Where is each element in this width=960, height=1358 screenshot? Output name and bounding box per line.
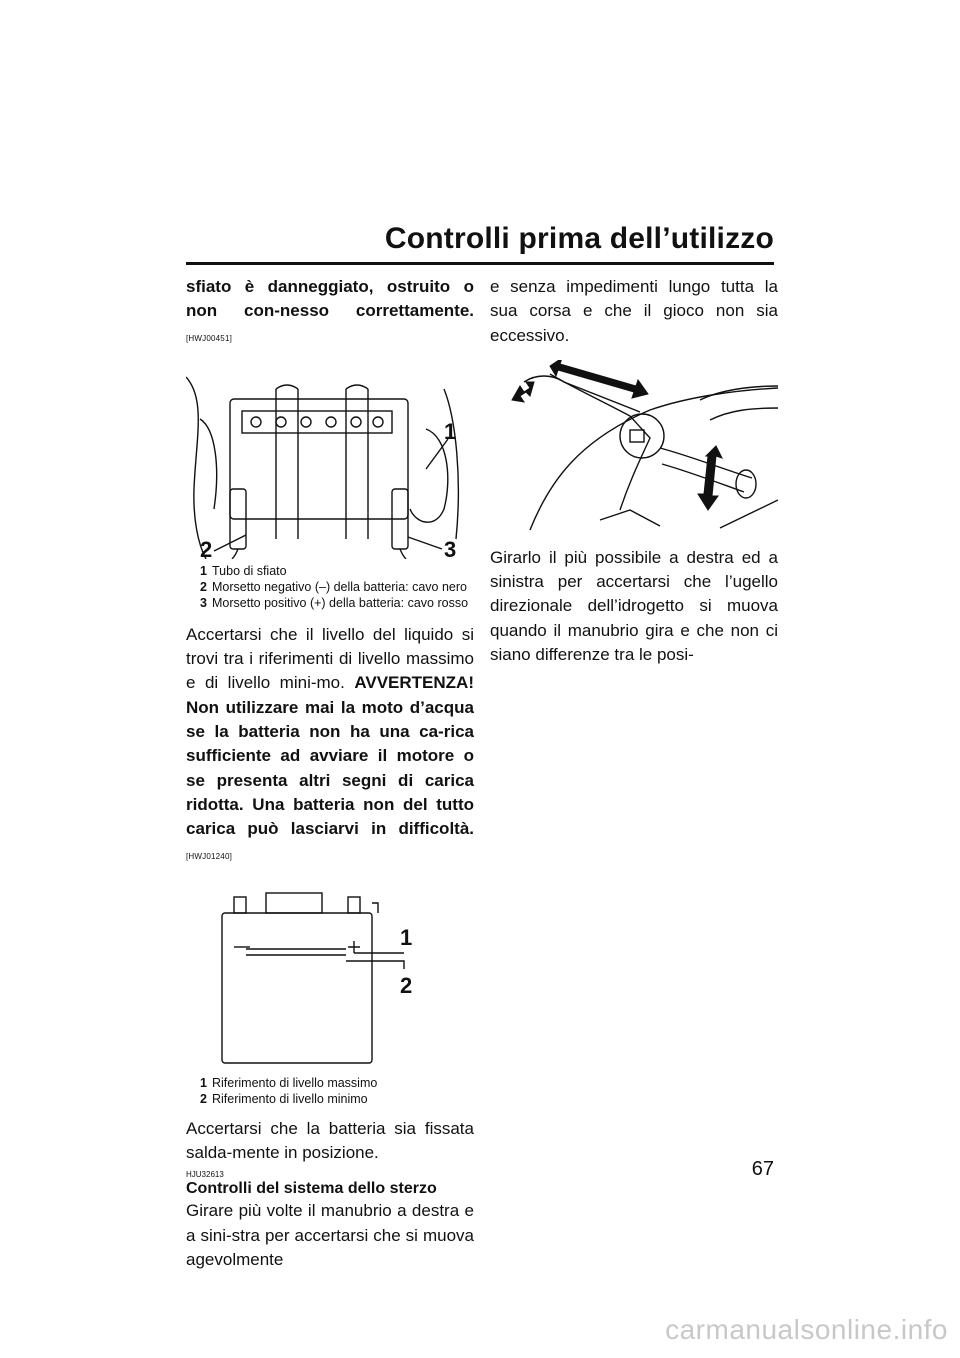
figure2-label-1: 1 xyxy=(400,924,413,950)
steering-paragraph: Girare più volte il manubrio a destra e a sini-stra per accertarsi che si muova agevolmente xyxy=(186,1201,474,1270)
page-title: Controlli prima dell’utilizzo xyxy=(384,222,774,255)
title-divider xyxy=(186,262,774,265)
section-code: HJU32613 xyxy=(186,1170,224,1180)
warning-continuation: sfiato è danneggiato, ostruito o non con-nesso correttamente. [HWJ00451] xyxy=(186,277,474,343)
liquid-level-paragraph: Accertarsi che il livello del liquido si trovi tra i riferimenti di livello massimo e di livello mini-mo. AVVERTENZA! Non utilizzare mai la moto d’acqua se la batteria non ha una ca-rica sufficiente ad avviare il motore o se presenta altri segni di carica ridotta. Una batteria non del tutto carica può lasciarvi in difficoltà. [HWJ01240] xyxy=(186,624,474,861)
section-title: Controlli del sistema dello sterzo xyxy=(186,1180,437,1198)
figure1-caption: 1 Tubo di sfiato 2 Morsetto negativo (–) della batteria: cavo nero 3 Morsetto positivo (+) della batteria: cavo rosso xyxy=(200,563,469,610)
figure2-caption: 1 Riferimento di livello massimo 2 Riferimento di livello minimo xyxy=(200,1075,378,1106)
battery-warning-code: [HWJ01240] xyxy=(186,851,233,861)
figure2-label-2: 2 xyxy=(400,972,413,998)
warning-code: [HWJ00451] xyxy=(186,333,233,343)
handlebar-figure xyxy=(490,360,778,530)
figure1-label-3: 3 xyxy=(444,536,457,559)
battery-secure-paragraph: Accertarsi che la batteria sia fissata salda-mente in posizione. xyxy=(186,1118,474,1163)
battery-cables-figure xyxy=(186,359,474,559)
nozzle-paragraph: Girarlo il più possibile a destra ed a sinistra per accertarsi che l’ugello direzionale dell’idrogetto si muova quando il manubrio gira e che non ci siano differenze tra le posi- xyxy=(490,547,778,665)
figure1-label-2: 2 xyxy=(200,536,213,559)
battery-level-figure xyxy=(186,883,474,1069)
right-column xyxy=(490,275,778,667)
figure1-label-1: 1 xyxy=(444,418,457,444)
steering-paragraph-continued: e senza impedimenti lungo tutta la sua corsa e che il gioco non sia eccessivo. xyxy=(490,277,778,345)
left-column xyxy=(186,275,474,1272)
battery-warning: AVVERTENZA! Non utilizzare mai la moto d’acqua se la batteria non ha una ca-rica sufficiente ad avviare il motore o se presenta altri segni di carica ridotta. Una batteria non del tutto carica può lasciarvi in difficoltà. xyxy=(186,673,474,839)
watermark: carmanualsonline.info xyxy=(665,1314,948,1345)
page-number: 67 xyxy=(751,1158,774,1180)
